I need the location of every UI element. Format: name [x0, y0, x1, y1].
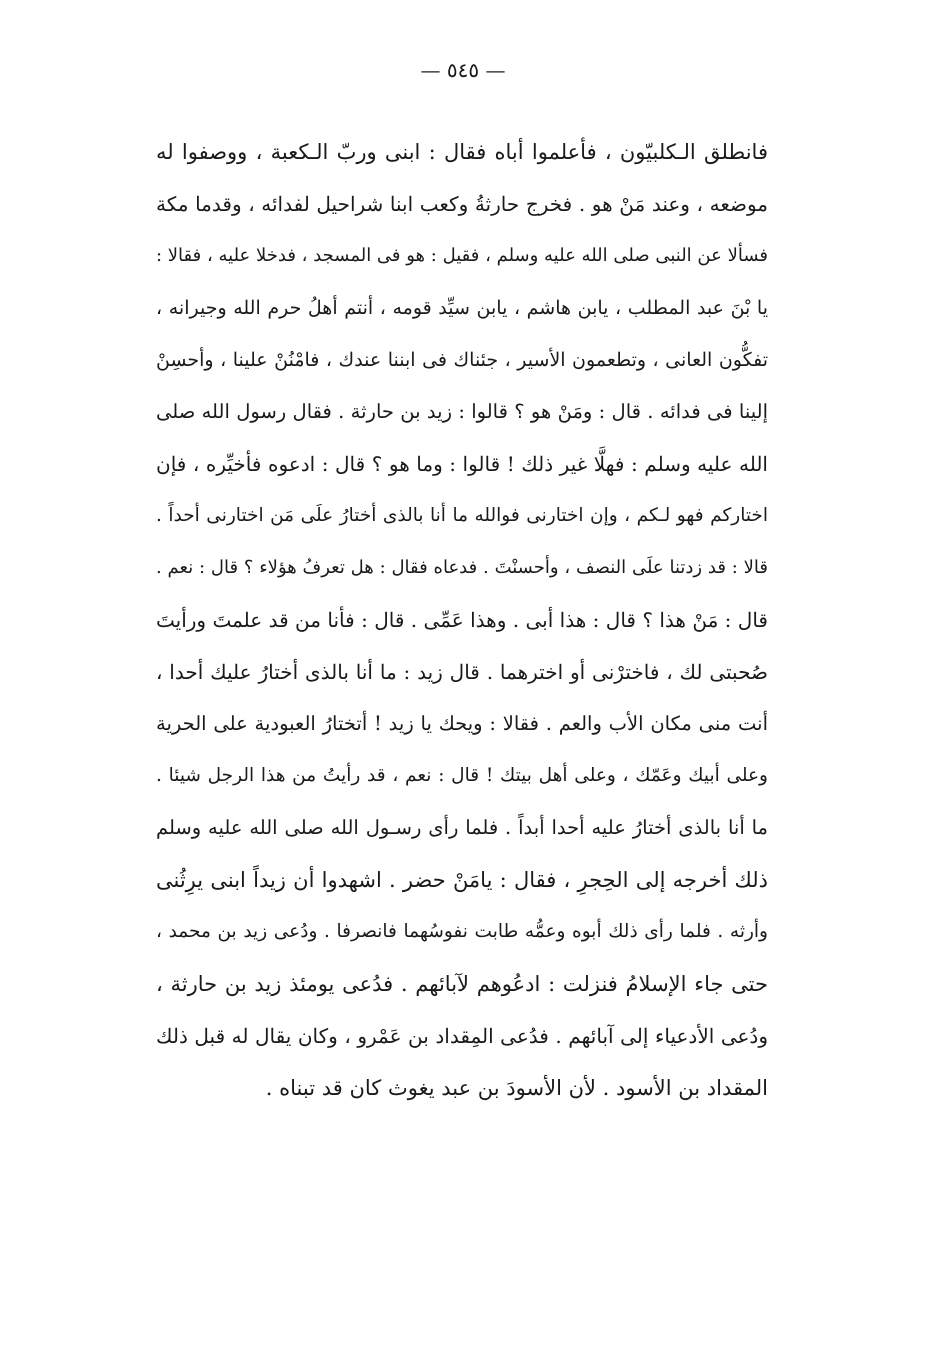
text-line: قال : مَنْ هذا ؟ قال : هذا أبى . وهذا عَمِّى . قال : فأنا من قد علمتَ ورأيتَ: [156, 608, 768, 632]
text-line: يا بْنَ عبد المطلب ، يابن هاشم ، يابن سيِّد قومه ، أنتم أهلُ حرم الله وجيرانه ،: [156, 297, 768, 319]
text-line: وعلى أبيك وعَمّك ، وعلى أهل بيتك ! قال : نعم ، قد رأيتُ من هذا الرجل شيئا .: [156, 765, 768, 786]
text-line: فسألا عن النبى صلى الله عليه وسلم ، فقيل : هو فى المسجد ، فدخلا عليه ، فقالا :: [156, 245, 768, 266]
text-line: اختاركم فهو لـكم ، وإن اختارنى فوالله ما أنا بالذى أختارُ علَى مَن اختارنى أحداً .: [156, 505, 768, 526]
text-line: حتى جاء الإسلامُ فنزلت : ادعُوهم لآبائهم . فدُعى يومئذ زيد بن حارثة ،: [156, 972, 768, 996]
text-line: ذلك أخرجه إلى الحِجرِ ، فقال : يامَنْ حضر . اشهدوا أن زيداً ابنى يرِثُنى: [156, 868, 768, 892]
text-line: تفكُّون العانى ، وتطعمون الأسير ، جئناك فى ابننا عندك ، فامْنُنْ علينا ، وأحسِنْ: [156, 349, 768, 371]
text-line: فانطلق الـكلبيّون ، فأعلموا أباه فقال : ابنى وربّ الـكعبة ، ووصفوا له: [156, 140, 768, 164]
text-line: ودُعى الأدعياء إلى آبائهم . فدُعى المِقداد بن عَمْرو ، وكان يقال له قبل ذلك: [156, 1024, 768, 1048]
text-line: قالا : قد زدتنا علَى النصف ، وأحسنْتَ . فدعاه فقال : هل تعرفُ هؤلاء ؟ قال : نعم .: [156, 557, 768, 578]
body-text: [156, 126, 768, 1114]
text-line: أنت منى مكان الأب والعم . فقالا : ويحك يا زيد ! أتختارُ العبودية على الحرية: [156, 712, 768, 735]
text-line: صُحبتى لك ، فاخترْنى أو اخترهما . قال زيد : ما أنا بالذى أختارُ عليك أحدا ،: [156, 660, 768, 684]
text-line: موضعه ، وعند مَنْ هو . فخرج حارثةُ وكعب ابنا شراحيل لفدائه ، وقدما مكة: [156, 192, 768, 216]
text-line: الله عليه وسلم : فهلَّا غير ذلك ! قالوا : وما هو ؟ قال : ادعوه فأخيِّره ، فإن: [156, 452, 768, 476]
text-line-last: المقداد بن الأسود . لأن الأسودَ بن عبد يغوث كان قد تبناه .: [265, 1076, 768, 1100]
page-number: — ٥٤٥ —: [420, 58, 506, 82]
text-line: وأرثه . فلما رأى ذلك أبوه وعمُّه طابت نفوسُهما فانصرفا . ودُعى زيد بن محمد ،: [156, 921, 768, 942]
text-line: إلينا فى فدائه . قال : ومَنْ هو ؟ قالوا : زيد بن حارثة . فقال رسول الله صلى: [156, 400, 768, 423]
text-line: ما أنا بالذى أختارُ عليه أحدا أبداً . فلما رأى رسـول الله صلى الله عليه وسلم: [156, 816, 768, 839]
